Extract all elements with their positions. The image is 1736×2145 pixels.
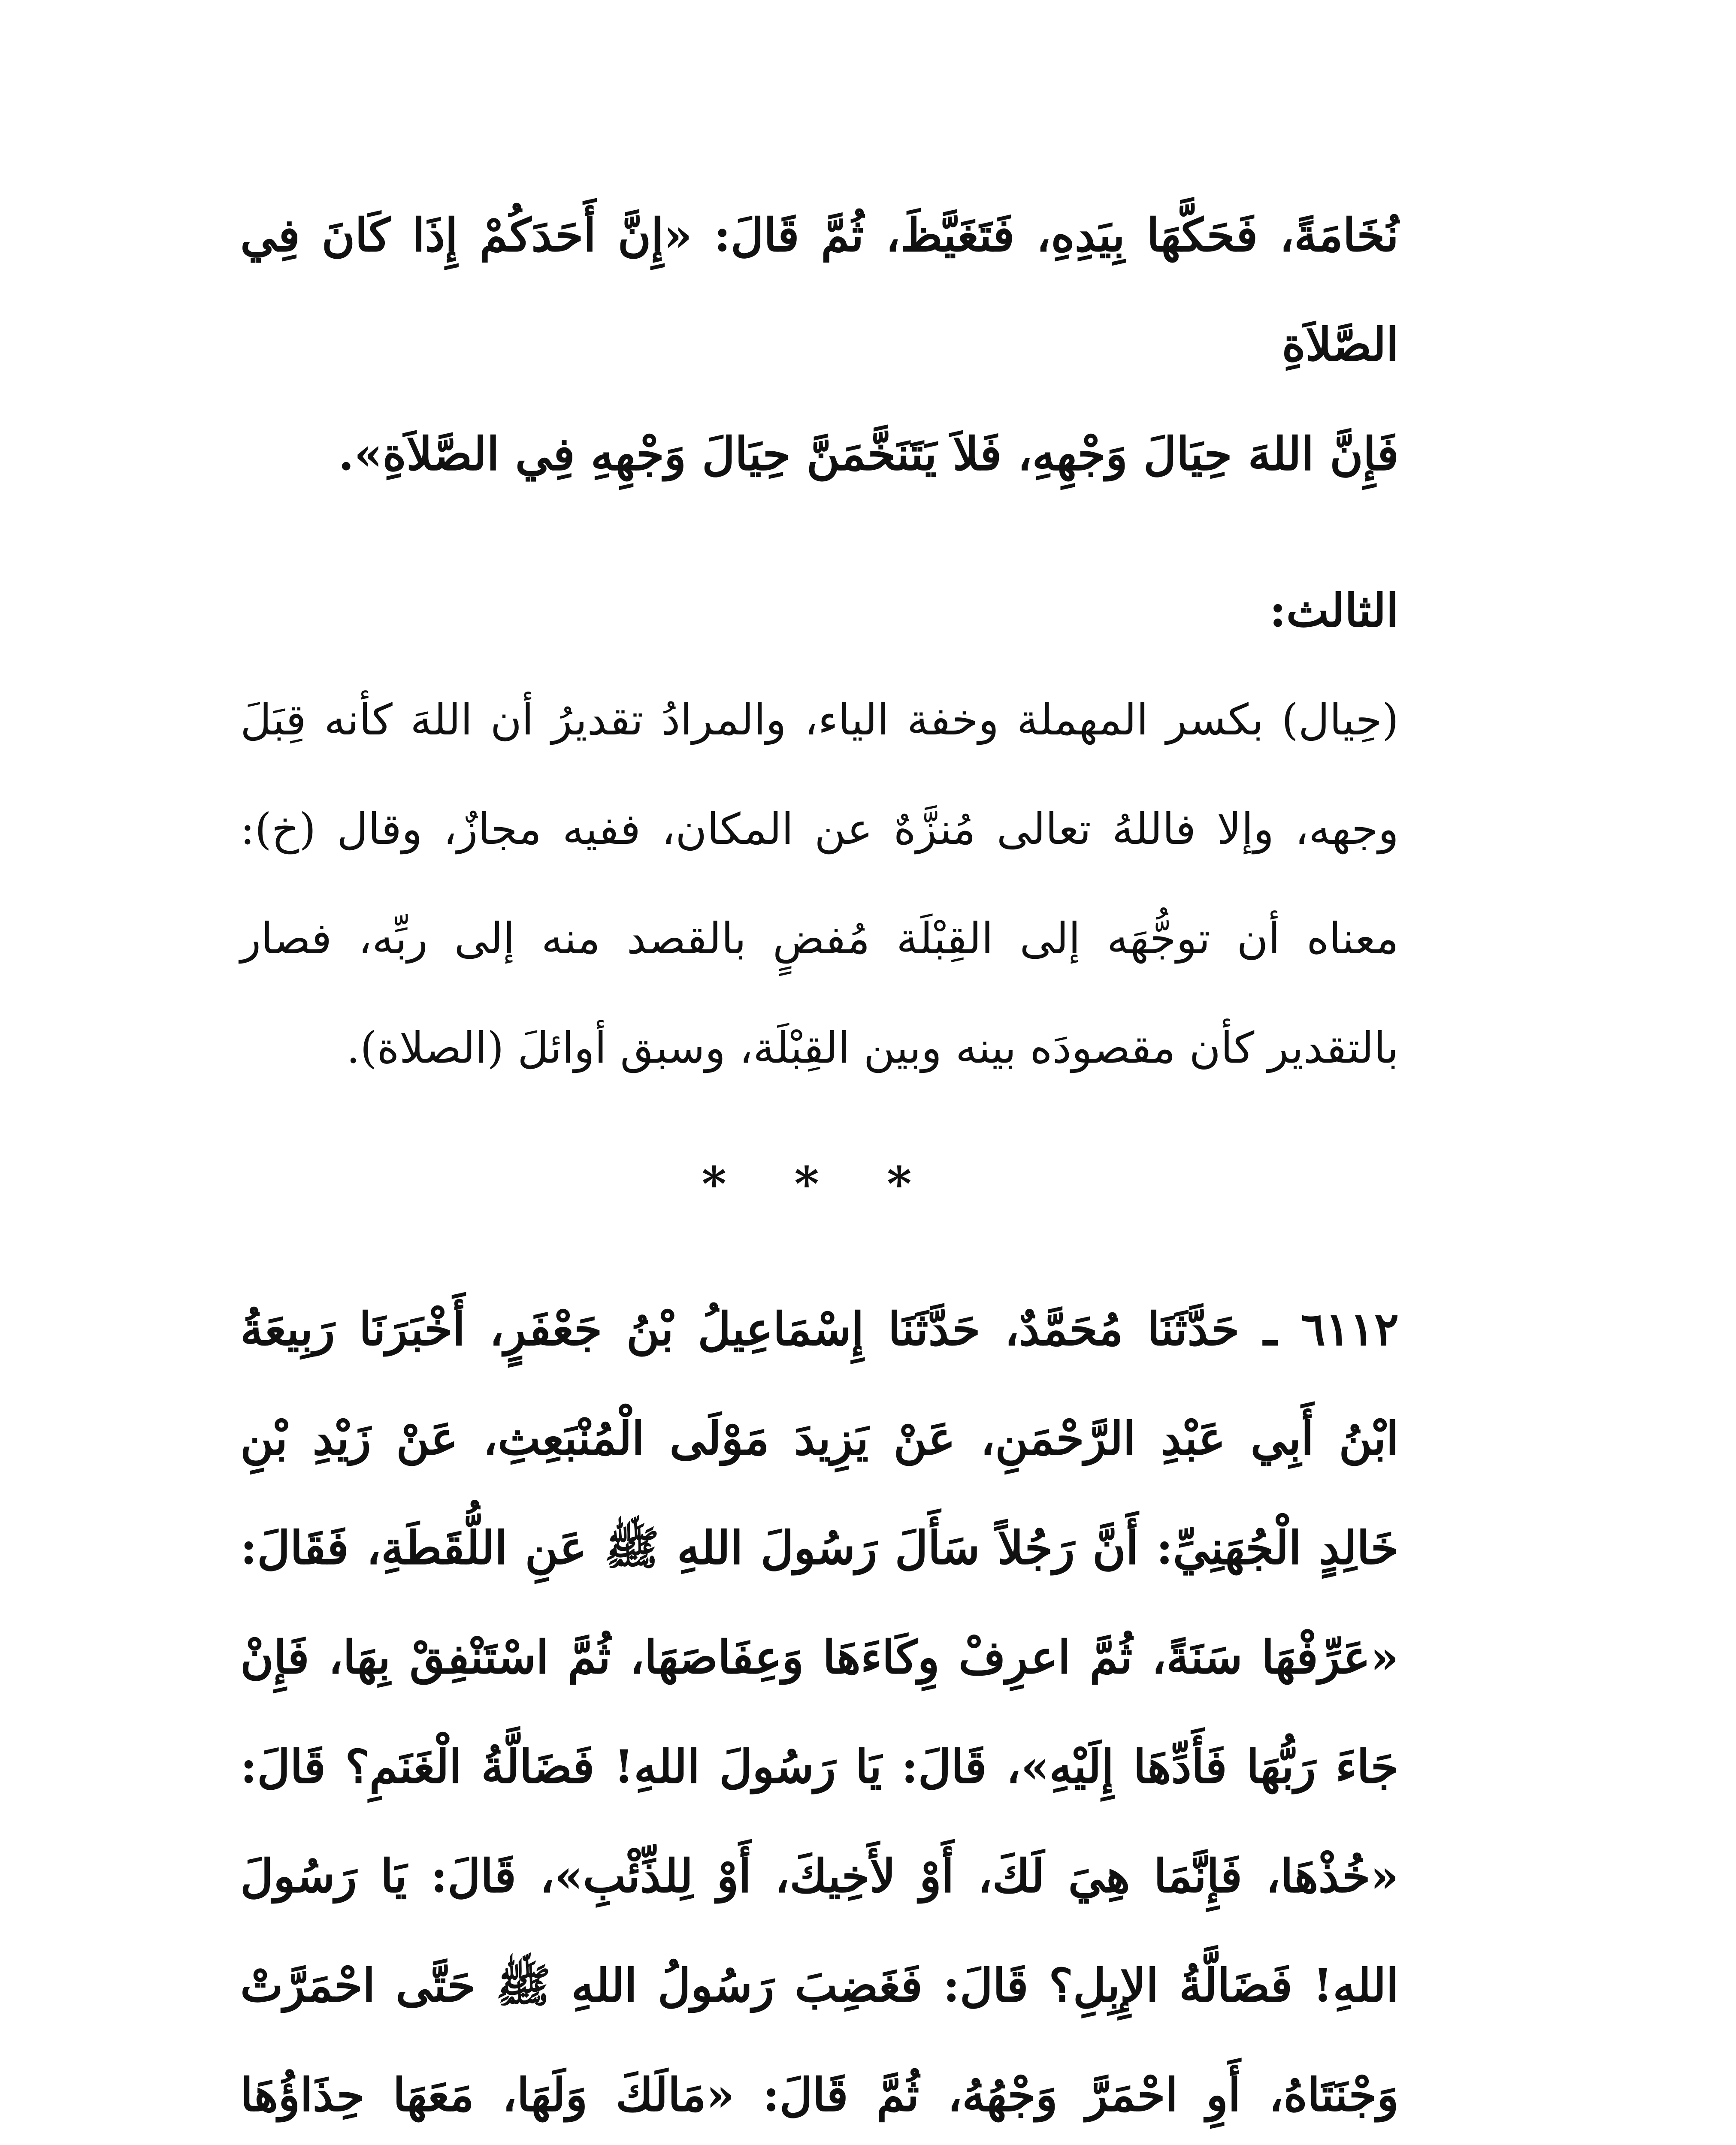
commentary-third-section [240,556,1399,1103]
hadith-text: ٦١١٢ ـ حَدَّثَنَا مُحَمَّدٌ، حَدَّثَنَا إِسْمَاعِيلُ بْنُ جَعْفَرٍ، أَخْبَرَنَا رَبِيعَةُ ابْنُ أَبِي عَبْدِ الرَّحْمَنِ، عَنْ يَزِيدَ مَوْلَى الْمُنْبَعِثِ، عَنْ زَيْدِ بْنِ خَالِدٍ الْجُهَنِيِّ: أَنَّ رَجُلاً سَأَلَ رَسُولَ اللهِ ﷺ عَنِ اللُّقَطَةِ، فَقَالَ: «عَرِّفْهَا سَنَةً، ثُمَّ اعرِفْ وِكَاءَهَا وَعِفَاصَهَا، ثُمَّ اسْتَنْفِقْ بِهَا، فَإِنْ جَاءَ رَبُّهَا فَأَدِّهَا إِلَيْهِ»، قَالَ: يَا رَسُولَ اللهِ! فَضَالَّةُ الْغَنَمِ؟ قَالَ: «خُذْهَا، فَإِنَّمَا هِيَ لَكَ، أَوْ لأَخِيكَ، أَوْ لِلذِّئْبِ»، قَالَ: يَا رَسُولَ اللهِ! فَضَالَّةُ الإِبِلِ؟ قَالَ: فَغَضِبَ رَسُولُ اللهِ ﷺ حَتَّى احْمَرَّتْ وَجْنَتَاهُ، أَوِ احْمَرَّ وَجْهُهُ، ثُمَّ قَالَ: «مَالَكَ وَلَهَا، مَعَهَا حِذَاؤُهَا [240,1302,1399,2121]
hadith-6112 [240,1274,1399,2145]
commentary-text-third: (حِيال) بكسر المهملة وخفة الياء، والمرادُ تقديرُ أن اللهَ كأنه قِبَلَ وجهه، وإلا فاللهُ تعالى مُنزَّهٌ عن المكان، ففيه مجازٌ، وقال (خ): معناه أن توجُّهَه إلى القِبْلَة مُفضٍ بالقصد منه إلى ربِّه، فصار بالتقدير كأن مقصودَه بينه وبين القِبْلَة، وسبق أوائلَ (الصلاة). [240,695,1399,1073]
previous-hadith-ending [240,180,1399,508]
section-separator: * * * [702,1156,938,1211]
hadith-line-2: فَإِنَّ اللهَ حِيَالَ وَجْهِهِ، فَلاَ يَتَنَخَّمَنَّ حِيَالَ وَجْهِهِ فِي الصَّلاَةِ». [338,427,1399,480]
page-body [240,180,1399,2145]
hadith-line-1: نُخَامَةً، فَحَكَّهَا بِيَدِهِ، فَتَغَيَّظَ، ثُمَّ قَالَ: «إِنَّ أَحَدَكُمْ إِذَا كَانَ فِي الصَّلاَةِ [240,208,1399,371]
section-heading-third: الثالث: [1269,583,1399,637]
spacer [240,508,1399,556]
